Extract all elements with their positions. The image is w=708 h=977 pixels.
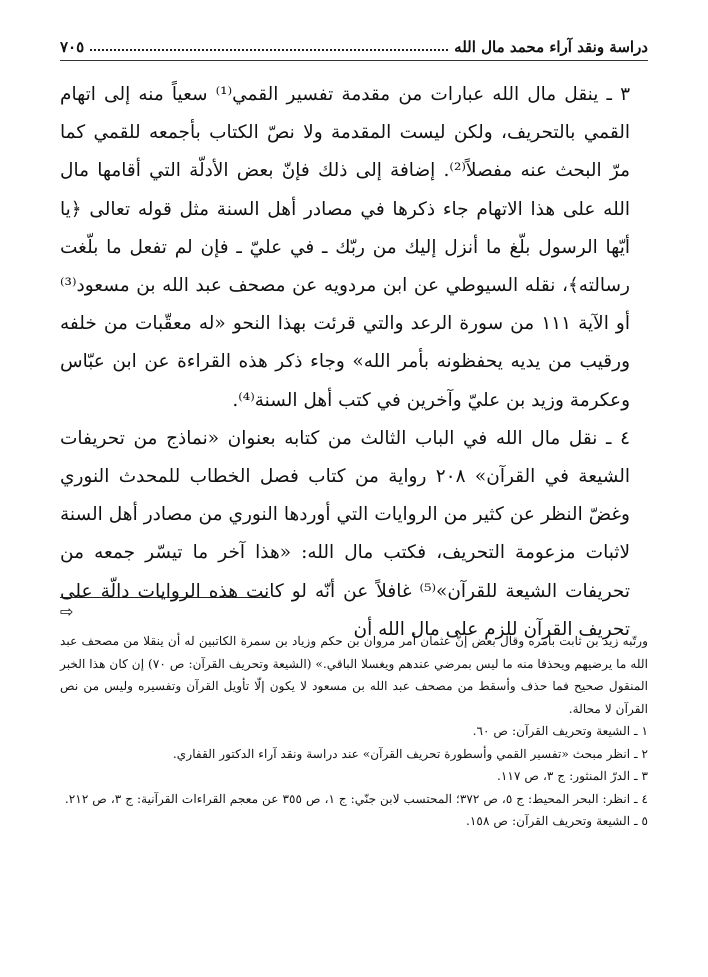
running-header-title: دراسة ونقد آراء محمد مال الله (454, 38, 648, 56)
paragraph-3: ٣ ـ ينقل مال الله عبارات من مقدمة تفسير القمي⁽¹⁾ سعياً منه إلى اتهام القمي بالتحريف، ولكن ليست المقدمة ولا نصّ الكتاب بأجمعه للقمي كما مرّ البحث عنه مفصلاً⁽²⁾. إضافة إلى ذلك فإنّ بعض الأدلّة التي أقامها مال الله على هذا الاتهام جاء ذكرها في مصادر أهل السنة مثل قوله تعالى ﴿يا أيّها الرسول بلّغ ما أنزل إليك من ربّك ـ في عليّ ـ فإن لم تفعل ما بلّغت رسالته﴾، نقله السيوطي عن ابن مردويه عن مصحف عبد الله بن مسعود⁽³⁾ أو الآية ١١١ من سورة الرعد والتي قرئت بهذا النحو «له معقّبات من خلفه ورقيب من يديه يحفظونه بأمر الله» وجاء ذكر هذه القراءة عن ابن عبّاس وعكرمة وزيد بن عليّ وآخرين في كتب أهل السنة⁽⁴⁾. (60, 84, 631, 411)
paragraph-4: ٤ ـ نقل مال الله في الباب الثالث من كتابه بعنوان «نماذج من تحريفات الشيعة في القرآن» ٢٠٨ رواية من كتاب فصل الخطاب للمحدث النوري وغضّ النظر عن كثير من الروايات التي أوردها النوري من مصادر أهل السنة لاثبات مزعومة التحريف، فكتب مال الله: «هذا آخر ما تيسّر جمعه من تحريفات الشيعة للقرآن»⁽⁵⁾ غافلاً عن أنّه لو كانت هذه الروايات دالّة على تحريف القرآن للزم على مال الله أن (60, 427, 631, 640)
page-number: ٧٠٥ (60, 38, 85, 56)
footnote-1: ١ ـ الشيعة وتحريف القرآن: ص ٦٠. (472, 724, 648, 738)
leader-dots (90, 49, 448, 51)
continuation-arrow-icon: ⇨ (60, 602, 74, 621)
footnote-2: ٢ ـ انظر مبحث «تفسير القمي وأسطورة تحريف القرآن» عند دراسة ونقد آراء الدكتور القفاري. (172, 746, 648, 761)
footnote-3: ٣ ـ الدرّ المنثور: ج ٣، ص ١١٧. (496, 769, 648, 783)
document-page (60, 0, 648, 977)
header-rule (60, 60, 648, 61)
footnote-separator (60, 597, 270, 598)
main-text (60, 76, 648, 649)
footnote-continuation: ورتّبه زيد بن ثابت بأمره وقال بعض إنّ عثمان أمر مروان بن حكم وزياد بن سمرة الكاتبين له أن ينقلا من مصحف عبد الله ما يرضيهم ويحذفا منه ما ليس بمرضي عندهم ويغسلا الباقي.» (الشيعة وتحريف القرآن: ص ٧٠) إن كان هذا الخبر المنقول صحيح فما حذف وأسقط من مصحف عبد الله بن مسعود لا يكون إلّا تأويل القرآن وتفسيره وليس من نص القرآن لا محالة. (60, 634, 649, 716)
footnote-5: ٥ ـ الشيعة وتحريف القرآن: ص ١٥٨. (466, 814, 648, 828)
footnote-4: ٤ ـ انظر: البحر المحيط: ج ٥، ص ٣٧٢؛ المحتسب لابن جنّي: ج ١، ص ٣٥٥ عن معجم القراءات القرآنية: ج ٣، ص ٢١٢. (64, 791, 648, 806)
running-header (60, 34, 648, 56)
footnotes (60, 630, 648, 833)
